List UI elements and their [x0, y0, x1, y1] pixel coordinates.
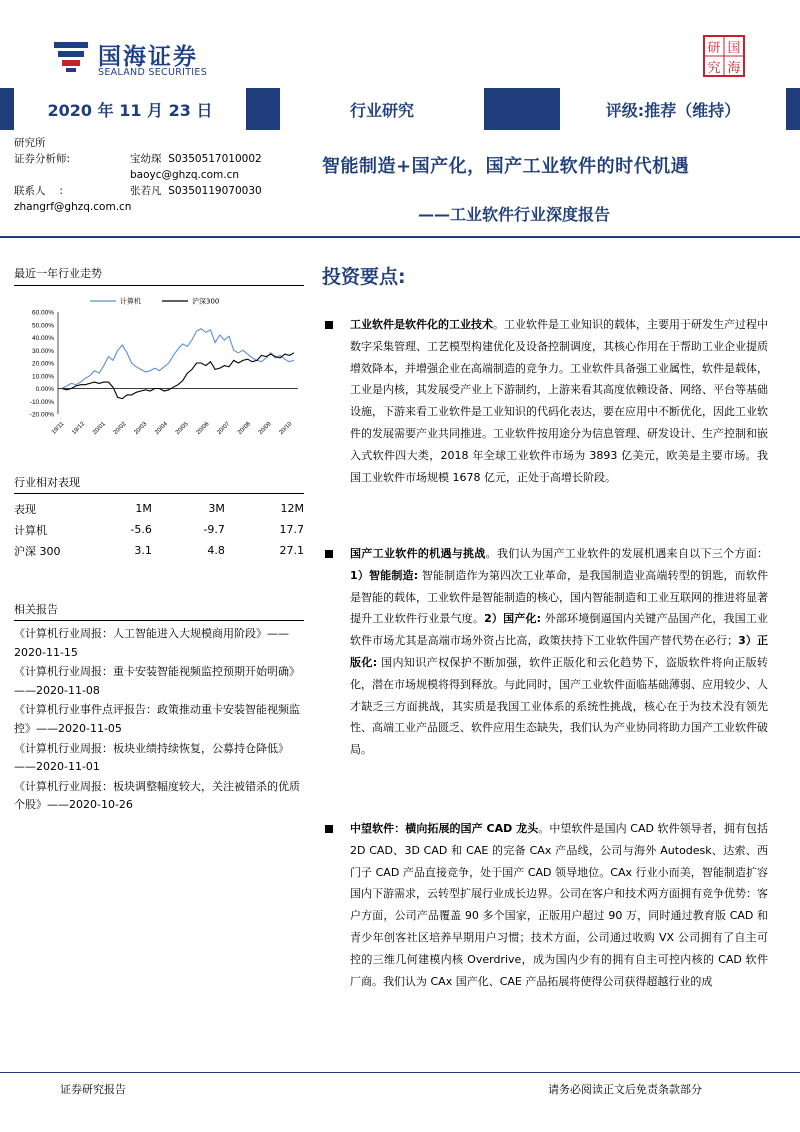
research-org: 研究所: [14, 137, 46, 149]
bullet-icon: [325, 550, 333, 558]
analyst-row: [14, 151, 262, 167]
related-heading: 相关报告: [14, 603, 58, 616]
research-seal-icon: [703, 35, 745, 77]
keypoint-1-text: 。工业软件是工业知识的载体，主要用于研发生产过程中数字采集管理、工艺模型构建优化及设备控制调度，其核心作用在于帮助工业企业提质增效降本，并增强企业在高端制造的竞争力。工业软件具备强工业属性，软件是载体，工业是内核，其发展受产业上下游制约，上游来看其高度依赖设备、网络、平台等基础设施，下游来看工业软件是工业知识的代码化表达，要在应用中不断优化，因此工业软件的发展需要产业共同推进。工业软件按用途分为信息管理、研发设计、生产控制和嵌入式软件四大类，2018 年全球工业软件市场为 3893 亿美元，欧美是主要市场。我国工业软件市场规模 1678 亿元，正处于高增长阶段。: [350, 318, 768, 484]
perf-header-row: [14, 498, 304, 519]
report-date: 2020 年 11 月 23 日: [14, 88, 246, 130]
perf-cell: 计算机: [14, 523, 47, 537]
y-tick-label: 40.00%: [31, 335, 54, 342]
y-tick-label: 30.00%: [31, 347, 54, 355]
svg-text:国: 国: [727, 41, 741, 56]
y-tick-label: -10.00%: [29, 398, 54, 406]
y-tick-label: 60.00%: [31, 309, 54, 317]
title-divider: [0, 236, 800, 238]
perf-cell: 3.1: [134, 544, 152, 557]
footer-divider: [0, 1072, 800, 1073]
svg-text:究: 究: [707, 61, 721, 76]
keypoint-3-heading: 中望软件：横向拓展的国产 CAD 龙头: [350, 822, 539, 835]
contact-email[interactable]: zhangrf@ghzq.com.cn: [14, 201, 132, 213]
contact-email-row: [14, 199, 262, 215]
bullet-icon: [325, 825, 333, 833]
perf-header-cell: 12M: [280, 502, 304, 515]
logo-english-name: SEALAND SECURITIES: [98, 67, 208, 78]
keypoint-2-text: 外部环境倒逼国内关键产品国产化，我国工业软件市场尤其是高端市场外资占比高，政策扶持下工业软件国产替代势在必行；: [350, 612, 769, 648]
x-tick-label: 20/09: [257, 421, 273, 437]
report-type: 行业研究: [280, 88, 484, 130]
svg-text:海: 海: [727, 61, 741, 76]
related-heading-rule: [14, 620, 304, 621]
contact-row: [14, 183, 262, 199]
perf-heading: 行业相对表现: [14, 476, 80, 489]
contact-name: 张若凡: [130, 185, 162, 197]
list-item[interactable]: 《计算机行业周报：板块调整幅度较大，关注被错杀的优质个股》——2020-10-26: [14, 779, 300, 812]
analyst-email-row: [14, 167, 262, 183]
analyst-label: 证券分析师:: [14, 153, 71, 165]
keypoint-paragraph-3: [350, 818, 768, 992]
x-tick-label: 20/03: [133, 421, 149, 437]
perf-table: [14, 498, 304, 561]
bullet-icon: [325, 321, 333, 329]
list-item[interactable]: 《计算机行业周报：人工智能进入大规模商用阶段》——2020-11-15: [14, 627, 289, 659]
keypoint-2-sub1: 1）智能制造:: [350, 568, 419, 582]
table-row: [14, 519, 304, 540]
keypoint-1-heading: 工业软件是软件化的工业技术: [350, 318, 493, 331]
x-tick-label: 20/06: [195, 421, 211, 437]
keypoint-paragraph-2: [350, 543, 768, 761]
y-tick-label: 20.00%: [31, 360, 54, 368]
keypoint-2-text: 国内知识产权保护不断加强，软件正版化和云化趋势下，盗版软件将向正版转化，潜在市场规模将得到释放。与此同时，国产工业软件面临基础薄弱、应用较少、人才缺乏三方面挑战，其实质是我国工业体系的系统性挑战，核心在于为技术没有领先性、高端工业产品匮乏、软件应用生态缺失，我们认为产业协同将助力国产工业软件破局。: [350, 655, 768, 757]
x-tick-label: 20/10: [278, 421, 294, 437]
perf-cell: -9.7: [203, 523, 225, 536]
y-tick-label: -20.00%: [29, 411, 54, 419]
keypoint-3-text: 。中望软件是国内 CAD 软件领导者，拥有包括 2D CAD、3D CAD 和 CAE 的完备 CAx 产品线，公司与海外 Autodesk、达索、西门子 CAD 产品直接竞争，处于国产 CAD 领导地位。CAx 行业小而美，智能制造扩容国内下游需求，云转型扩展行业成长边界。公司在客户和技术两方面拥有竞争优势：客户方面，公司产品覆盖 90 多个国家，正版用户超过 90 万，同时通过教育版 CAD 和青少年创客社区培养早期用户习惯；技术方面，公司通过收购 VX 公司拥有了自主可控的三维几何建模内核 Overdrive，成为国内少有的拥有自主可控内核的 CAD 软件厂商。我们认为 CAx 国产化、CAE 产品拓展将使得公司获得超越行业的成: [350, 822, 769, 988]
analyst-info: [14, 135, 262, 215]
x-tick-label: 20/01: [92, 421, 107, 437]
x-tick-label: 19/11: [50, 421, 66, 436]
list-item[interactable]: 《计算机行业周报：板块业绩持续恢复，公募持仓降低》——2020-11-01: [14, 741, 289, 774]
trend-heading: 最近一年行业走势: [14, 267, 102, 280]
keypoint-2-sub3: 3）正版化:: [350, 634, 768, 669]
perf-cell: 17.7: [279, 523, 304, 536]
report-subtitle: ——工业软件行业深度报告: [418, 205, 611, 224]
trend-heading-rule: [14, 285, 304, 286]
contact-label: 联系人 :: [14, 185, 63, 197]
perf-header-cell: 表现: [14, 502, 36, 516]
x-tick-label: 19/12: [71, 421, 87, 437]
logo-chinese-name: 国海证券: [98, 44, 198, 70]
y-tick-label: 10.00%: [31, 373, 54, 381]
table-row: [14, 540, 304, 561]
list-item[interactable]: 《计算机行业事件点评报告：政策推动重卡安装智能视频监控》——2020-11-05: [14, 703, 300, 735]
keypoint-2-text: 智能制造作为第四次工业革命，是我国制造业高端转型的钥匙，而软件是智能的载体，工业软件是智能制造的核心，国内智能制造和工业互联网的推进将显著提升工业软件行业景气度。: [350, 568, 768, 626]
keypoint-2-sub2: 2）国产化:: [484, 612, 542, 626]
perf-cell: -5.6: [130, 523, 152, 536]
svg-text:研: 研: [707, 41, 721, 56]
keypoint-2-heading: 国产工业软件的机遇与挑战: [350, 547, 486, 560]
analyst-id: S0350517010002: [168, 153, 262, 165]
perf-cell: 沪深 300: [14, 544, 61, 558]
series-line: [62, 353, 294, 399]
y-tick-label: 50.00%: [31, 322, 54, 330]
x-tick-label: 20/04: [154, 421, 170, 437]
footer-label: 证券研究报告: [60, 1083, 126, 1096]
industry-trend-chart: [14, 294, 304, 444]
keypoint-2-text: 。我们认为国产工业软件的发展机遇来自以下三个方面：: [485, 547, 769, 560]
x-tick-label: 20/05: [174, 421, 190, 437]
report-title: 智能制造+国产化，国产工业软件的时代机遇: [322, 156, 690, 177]
footer-disclaimer: 请务必阅读正文后免责条款部分: [548, 1083, 702, 1096]
perf-cell: 4.8: [207, 544, 225, 557]
related-reports-list: [14, 625, 304, 816]
perf-cell: 27.1: [279, 544, 304, 557]
perf-heading-rule: [14, 493, 304, 494]
analyst-email[interactable]: baoyc@ghzq.com.cn: [130, 169, 240, 181]
sealand-logo-icon: [52, 36, 90, 74]
list-item[interactable]: 《计算机行业周报：重卡安装智能视频监控预期开始明确》——2020-11-08: [14, 665, 300, 697]
keypoints-title: 投资要点:: [322, 266, 406, 288]
report-rating: 评级:推荐（维持）: [560, 88, 786, 130]
header-bar: [0, 88, 800, 130]
keypoint-paragraph-1: [350, 314, 768, 488]
x-tick-label: 20/07: [216, 421, 232, 437]
legend-label: 计算机: [120, 297, 141, 306]
y-tick-label: 0.00%: [35, 386, 54, 393]
x-tick-label: 20/08: [237, 421, 252, 437]
analyst-name: 宝幼琛: [130, 153, 162, 165]
x-tick-label: 20/02: [112, 421, 128, 437]
contact-id: S0350119070030: [168, 185, 262, 197]
perf-header-cell: 3M: [208, 502, 225, 515]
legend-label: 沪深300: [192, 297, 220, 306]
perf-header-cell: 1M: [135, 502, 152, 515]
